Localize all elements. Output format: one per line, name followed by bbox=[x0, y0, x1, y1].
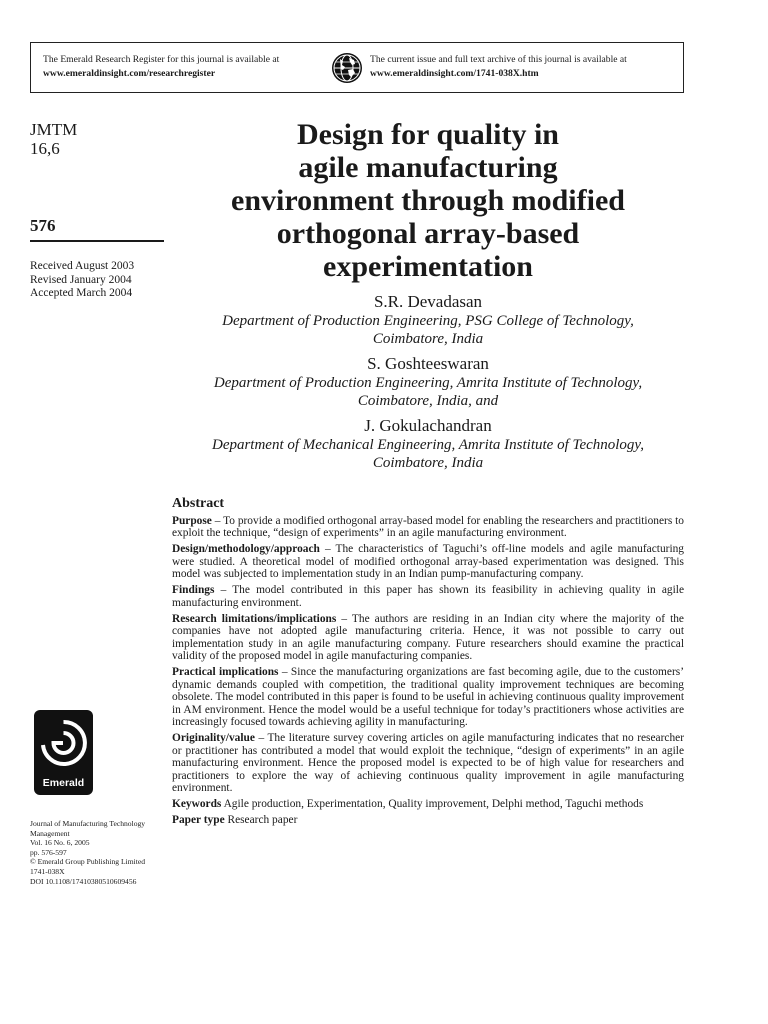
header-box bbox=[30, 42, 684, 93]
affiliation-line: Department of Production Engineering, Amrita Institute of Technology, bbox=[213, 375, 643, 391]
author-affiliation bbox=[172, 436, 684, 472]
abstract-text: Research paper bbox=[224, 814, 298, 826]
author-affiliation bbox=[172, 374, 684, 410]
abstract-findings bbox=[172, 584, 684, 609]
abstract-limitations bbox=[172, 613, 684, 663]
title-line: experimentation bbox=[323, 250, 533, 283]
volume-issue: 16,6 bbox=[30, 139, 60, 158]
affiliation-line: Department of Mechanical Engineering, Amrita Institute of Technology, bbox=[211, 437, 645, 453]
abstract-label: Findings bbox=[172, 584, 215, 596]
submission-dates bbox=[30, 260, 134, 301]
journal-abbrev: JMTM bbox=[30, 120, 78, 139]
affiliation-line: Coimbatore, India, and bbox=[357, 393, 499, 409]
pub-info-line: pp. 576-597 bbox=[30, 847, 67, 857]
header-left-text: The Emerald Research Register for this journal is available at bbox=[43, 54, 280, 65]
globe-icon bbox=[331, 52, 363, 84]
accepted-date: Accepted March 2004 bbox=[30, 287, 133, 299]
pub-info-line: Vol. 16 No. 6, 2005 bbox=[30, 838, 90, 848]
abstract-label: Purpose bbox=[172, 514, 212, 527]
logo-text: Emerald bbox=[42, 777, 85, 789]
journal-code bbox=[30, 120, 77, 158]
research-register-link[interactable]: www.emeraldinsight.com/researchregister bbox=[43, 68, 216, 79]
abstract-label: Research limitations/implications bbox=[172, 612, 337, 625]
abstract-text: – The authors are residing in an Indian city where the majority of the companies have not adopted agile manufacturing criteria. Hence, it was not possible to carry out implementation study in an agile manufacturing company. Future researchers should examine the practical validity of the proposed model in agile manufacturing companies. bbox=[172, 612, 684, 662]
abstract-keywords bbox=[172, 798, 684, 811]
abstract-text: – The characteristics of Taguchi’s off-line models and agile manufacturing were studied. A theoretical model of modified orthogonal array-based experimentation was designed. This model was subjected to implementation study in an Indian pump-manufacturing company. bbox=[172, 543, 684, 580]
journal-archive-link[interactable]: www.emeraldinsight.com/1741-038X.htm bbox=[370, 68, 539, 79]
header-right bbox=[370, 53, 682, 81]
abstract bbox=[172, 498, 684, 830]
abstract-paper-type bbox=[172, 814, 684, 827]
abstract-text: – To provide a modified orthogonal array-based model for enabling the researchers and practitioners to exploit the technique, “design of experiments” in an agile manufacturing environment. bbox=[172, 514, 684, 539]
header-left bbox=[43, 53, 333, 81]
page-number-rule bbox=[30, 240, 164, 242]
header-right-text: The current issue and full text archive of this journal is available at bbox=[370, 54, 627, 65]
title-line: agile manufacturing bbox=[298, 151, 558, 184]
emerald-logo bbox=[34, 710, 93, 795]
title-line: Design for quality in bbox=[297, 118, 559, 151]
pub-info-line: Management bbox=[30, 828, 70, 838]
emerald-spiral-icon bbox=[34, 714, 93, 776]
abstract-heading: Abstract bbox=[172, 496, 225, 511]
pub-info-line: Journal of Manufacturing Technology bbox=[30, 819, 146, 828]
title-line: environment through modified bbox=[231, 184, 625, 217]
abstract-label: Keywords bbox=[172, 798, 222, 810]
author-name: S. Goshteeswaran bbox=[367, 354, 489, 373]
abstract-practical bbox=[172, 666, 684, 729]
publication-info bbox=[30, 819, 168, 886]
affiliation-line: Coimbatore, India bbox=[372, 455, 484, 471]
abstract-label: Originality/value bbox=[172, 732, 255, 744]
author-name: S.R. Devadasan bbox=[373, 292, 483, 311]
abstract-text: Agile production, Experimentation, Quality improvement, Delphi method, Taguchi methods bbox=[221, 798, 644, 810]
author-name: J. Gokulachandran bbox=[364, 416, 492, 435]
affiliation-line: Coimbatore, India bbox=[372, 331, 484, 347]
paper-title bbox=[172, 118, 684, 283]
pub-info-line: © Emerald Group Publishing Limited bbox=[30, 857, 146, 867]
abstract-text: – Since the manufacturing organizations are fast becoming agile, due to the customers’ dynamic demands coupled with competition, the traditional quality improvement techniques are becoming obsolete. The model contributed in this paper is found to be useful in achieving continuous quality improvement in AM environment. Hence the model would be a useful technique for today’s practitioners whose activities are increasingly focused towards achieving agility in manufacturing. bbox=[172, 666, 684, 728]
revised-date: Revised January 2004 bbox=[30, 273, 132, 286]
pub-info-line: DOI 10.1108/17410380510609456 bbox=[30, 876, 137, 886]
abstract-originality bbox=[172, 732, 684, 795]
abstract-design bbox=[172, 543, 684, 581]
received-date: Received August 2003 bbox=[30, 260, 135, 272]
pub-info-line: 1741-038X bbox=[30, 866, 65, 876]
abstract-label: Practical implications bbox=[172, 666, 279, 678]
author-affiliation bbox=[172, 312, 684, 348]
title-line: orthogonal array-based bbox=[276, 217, 580, 250]
abstract-label: Paper type bbox=[172, 814, 225, 826]
abstract-label: Design/methodology/approach bbox=[172, 543, 320, 555]
page-number: 576 bbox=[30, 216, 56, 235]
abstract-text: – The model contributed in this paper has shown its feasibility in achieving quality in agile manufacturing environment. bbox=[172, 584, 684, 609]
affiliation-line: Department of Production Engineering, PSG College of Technology, bbox=[222, 313, 634, 329]
author-list bbox=[172, 292, 684, 478]
abstract-purpose bbox=[172, 515, 684, 540]
abstract-text: – The literature survey covering articles on agile manufacturing indicates that no researcher or practitioner has contributed a model that would exploit the technique, “design of experiments” in an agile manufacturing environment. Hence the proposed model is expected to be of high value for researchers and practitioners to explore the way of achieving continuous quality improvement in agile manufacturing environment. bbox=[172, 732, 684, 794]
